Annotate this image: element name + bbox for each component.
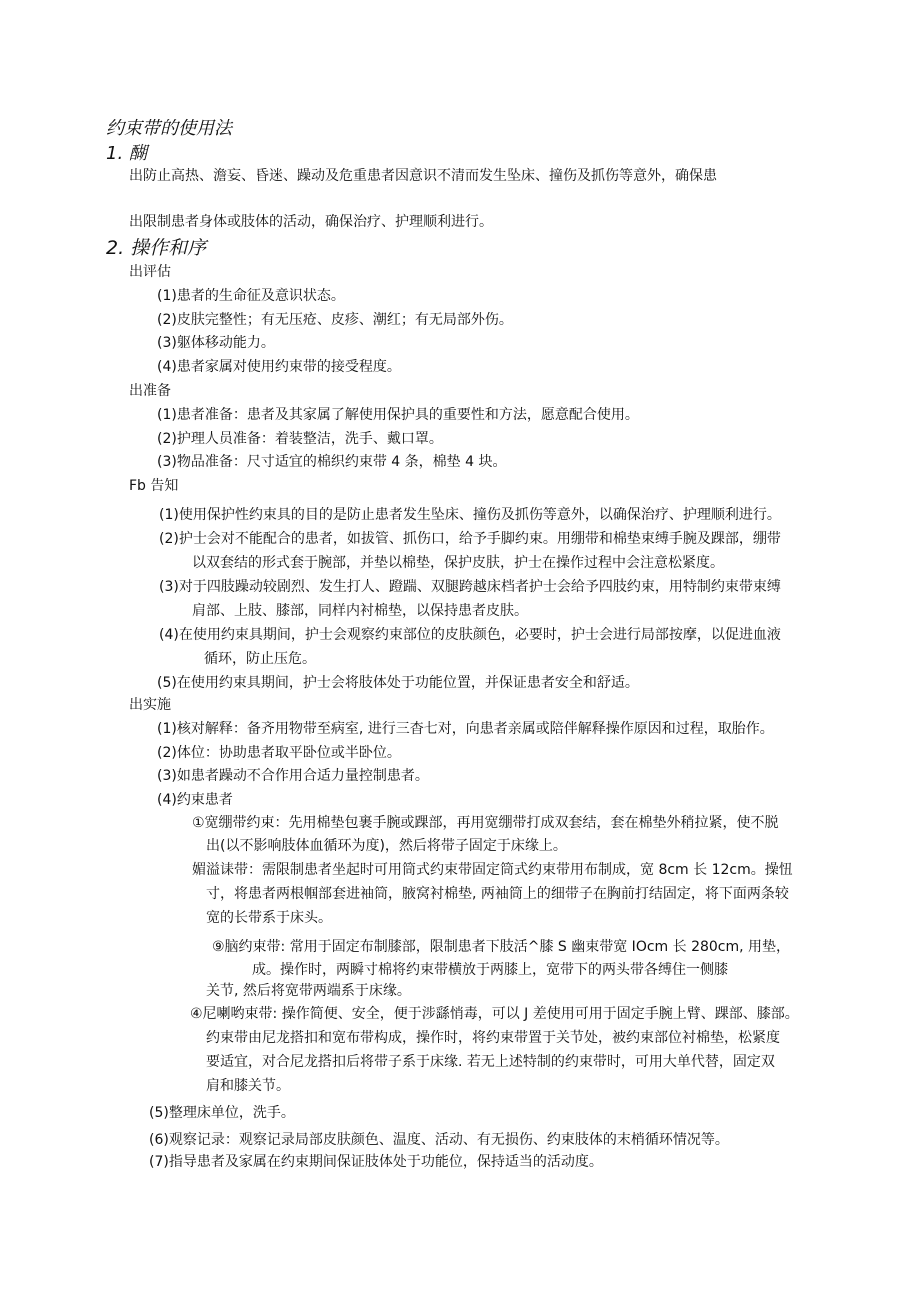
assess-item: (3)躯体移动能力。 — [157, 335, 275, 351]
inform-line: 以双套结的形式套于腕部，并垫以棉垫，保护皮肤，护士在操作过程中会注意松紧度。 — [192, 555, 724, 571]
inform-line: 肩部、上肢、膝部，同样内衬棉垫，以保持患者皮肤。 — [192, 603, 528, 619]
restraint-detail-line: ⑨脑约束带: 常用于固定布制膝部，限制患者下肢活^膝 S 幽束带宽 IOcm 长 280cm, 用垫， — [212, 939, 791, 955]
restraint-detail-line: 要适宜，对合尼龙搭扣后将带子系于床缘. 若无上述特制的约束带时，可用大单代替，固定双 — [206, 1054, 775, 1070]
assess-item: (1)患者的生命征及意识状态。 — [157, 288, 345, 304]
restraint-detail-line: 成。操作时，两瞬寸棉将约束带横放于两膝上，宽带下的两头带各缚住一侧膝 — [252, 962, 728, 978]
implement-line: (7)指导患者及家属在约束期间保证肢体处于功能位，保持适当的活动度。 — [149, 1154, 603, 1170]
prepare-item: (3)物品准备：尺寸适宜的棉织约束带 4 条，棉垫 4 块。 — [157, 454, 507, 470]
inform-line: (1)使用保护性约束具的目的是防止患者发生坠床、撞伤及抓伤等意外，以确保治疗、护理顺利进行。 — [159, 507, 781, 523]
assess-item: (2)皮肤完整性；有无压疮、皮疹、潮红；有无局部外伤。 — [157, 312, 513, 328]
restraint-detail-line: 肩和膝关节。 — [206, 1078, 290, 1094]
section-1-heading: 1. 醐 — [106, 143, 147, 164]
restraint-detail-line: 关节, 然后将宽带两端系于床缘。 — [206, 983, 411, 999]
section-1-paragraph-2: 出限制患者身体或肢体的活动，确保治疗、护理顺利进行。 — [129, 214, 493, 230]
section-1-paragraph-1: 出防止高热、澹妄、昏迷、躁动及危重患者因意识不清而发生坠床、撞伤及抓伤等意外，确保患 — [129, 168, 717, 184]
document-title: 约束带的使用法 — [106, 118, 232, 139]
restraint-detail-line: 媚溢诔带：需限制患者坐起时可用筒式约束带固定筒式约束带用布制成，宽 8cm 长 12cm。操忸 — [192, 862, 793, 878]
restraint-detail-line: 宽的长带系于床头。 — [206, 910, 332, 926]
implement-line: (6)观察记录：观察记录局部皮肤颜色、温度、活动、有无损伤、约束肢体的末梢循环情况等。 — [149, 1132, 729, 1148]
prepare-item: (1)患者准备：患者及其家属了解使用保护具的重要性和方法，愿意配合使用。 — [157, 407, 639, 423]
restraint-detail-line: ④尼喇哟束带: 操作简便、安全，便于涉繇悄毒，可以 J 差使用可用于固定手腕上臂、踝部、膝部。 — [190, 1006, 799, 1022]
inform-line: (2)护士会对不能配合的患者，如拔管、抓伤口，给予手脚约束。用绷带和棉垫束缚手腕及踝部，绷带 — [159, 531, 781, 547]
prepare-title: 出准备 — [129, 383, 171, 399]
inform-line: (4)在使用约束具期间，护士会观察约束部位的皮肤颜色，必要时，护士会进行局部按摩，以促进血液 — [159, 627, 781, 643]
inform-line: 循环，防止压危。 — [204, 651, 316, 667]
implement-title: 出实施 — [129, 697, 171, 713]
assess-title: 出评估 — [129, 264, 171, 280]
section-2-heading: 2. 操作和序 — [106, 237, 207, 259]
implement-line: (2)体位：协助患者取平卧位或半卧位。 — [157, 745, 401, 761]
assess-item: (4)患者家属对使用约束带的接受程度。 — [157, 359, 401, 375]
inform-line: (5)在使用约束具期间，护士会将肢体处于功能位置，并保证患者安全和舒适。 — [157, 675, 639, 691]
restraint-detail-line: 约束带由尼龙搭扣和宽布带构成，操作时，将约束带置于关节处，被约束部位衬棉垫，松紧度 — [206, 1030, 780, 1046]
implement-line: (1)核对解释：备齐用物带至病室, 进行三杳七对，向患者亲属或陪伴解释操作原因和过程，取胎作。 — [157, 721, 774, 737]
implement-line: (4)约束患者 — [157, 792, 233, 808]
prepare-item: (2)护理人员准备：着装整洁，洗手、戴口罩。 — [157, 431, 443, 447]
restraint-detail-line: ①宽绷带约束：先用棉垫包裹手腕或踝部，再用宽绷带打成双套结，套在棉垫外稍拉紧，使不脱 — [192, 815, 779, 831]
implement-line: (3)如患者躁动不合作用合适力量控制患者。 — [157, 768, 429, 784]
restraint-detail-line: 寸，将患者两根帼部套进袖筒，腋窝衬棉垫, 两袖筒上的细带子在胸前打结固定，将下面两条较 — [206, 886, 789, 902]
implement-line: (5)整理床单位，洗手。 — [149, 1105, 295, 1121]
inform-line: (3)对于四肢躁动较剧烈、发生打人、蹬踹、双腿跨越床档者护士会给予四肢约束，用特制约束带束缚 — [159, 579, 781, 595]
restraint-detail-line: 出(以不影响肢体血循环为度)，然后将带子固定于床缘上。 — [206, 838, 567, 854]
inform-title: Fb 告知 — [129, 478, 179, 494]
